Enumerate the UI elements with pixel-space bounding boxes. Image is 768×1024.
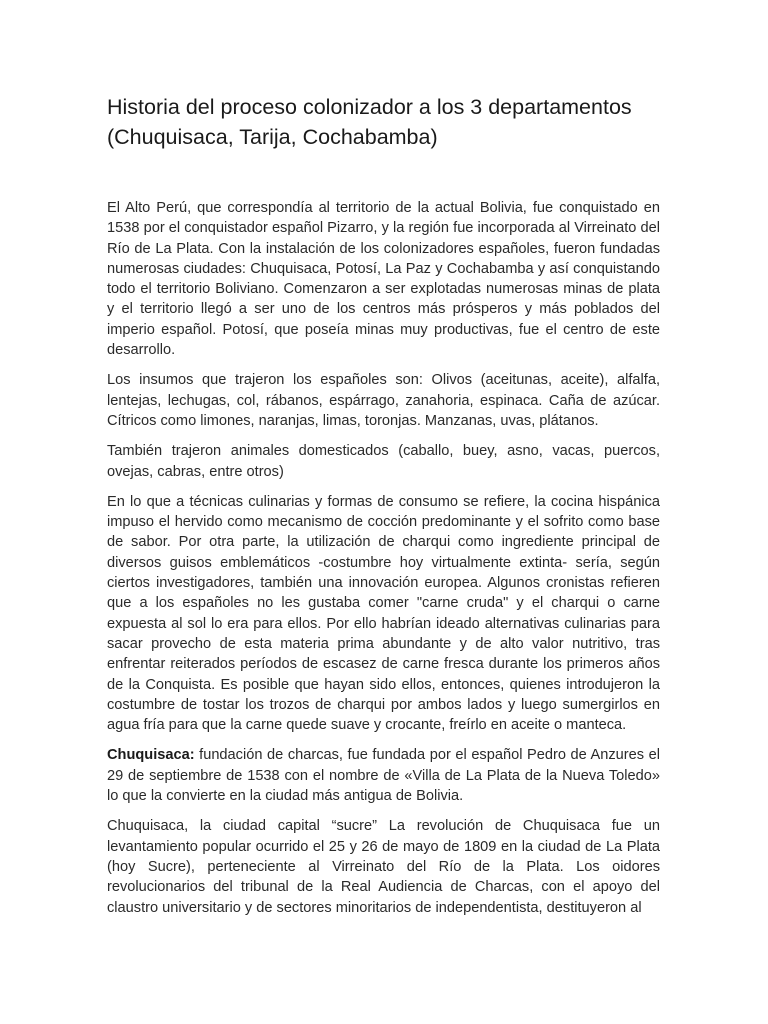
paragraph-tecnicas-culinarias: En lo que a técnicas culinarias y formas de consumo se refiere, la cocina hispánica impuso el hervido como mecanismo de cocción predominante y el sofrito como base de sabor. Por otra parte, la utilización de charqui como ingrediente principal de diversos guisos emblemáticos -costumbre hoy virtualmente extinta- sería, según ciertos investigadores, también una innovación europea. Algunos cronistas refieren que a los españoles no les gustaba comer "carne cruda" y el charqui o carne expuesta al sol lo era para ellos. Por ello habrían ideado alternativas culinarias para sacar provecho de esta materia prima abundante y de alto valor nutritivo, tras enfrentar reiterados períodos de escasez de carne fresca durante los primeros años de la Conquista. Es posible que hayan sido ellos, entonces, quienes introdujeron la costumbre de tostar los trozos de charqui por ambos lados y luego sumergirlos en agua fría para que la carne quede suave y crocante, freírlo en aceite o manteca. [107, 493, 660, 734]
document-title: Historia del proceso colonizador a los 3 departamentos (Chuquisaca, Tarija, Cochabamba) [107, 95, 632, 149]
paragraph-insumos: Los insumos que trajeron los españoles son: Olivos (aceitunas, aceite), alfalfa, lentejas, lechugas, col, rábanos, espárrago, zanahoria, espinaca. Caña de azúcar. Cítricos como limones, naranjas, limas, toronjas. Manzanas, uvas, plátanos. [107, 372, 660, 429]
chuquisaca-heading: Chuquisaca: [107, 747, 195, 764]
document-body [107, 198, 660, 928]
chuquisaca-fundacion-text: fundación de charcas, fue fundada por el español Pedro de Anzures el 29 de septiembre de 1538 con el nombre de «Villa de La Plata de la Nueva Toledo» lo que la convierte en la ciudad más antigua de Bolivia. [107, 747, 660, 805]
paragraph-alto-peru: El Alto Perú, que correspondía al territorio de la actual Bolivia, fue conquistado en 1538 por el conquistador español Pizarro, y la región fue incorporada al Virreinato del Río de La Plata. Con la instalación de los colonizadores españoles, fueron fundadas numerosas ciudades: Chuquisaca, Potosí, La Paz y Cochabamba y así conquistando todo el territorio Boliviano. Comenzaron a ser explotadas numerosas minas de plata y el territorio llegó a ser uno de los centros más prósperos y más poblados del imperio español. Potosí, que poseía minas muy productivas, fue el centro de este desarrollo. [107, 200, 660, 359]
paragraph-animales: También trajeron animales domesticados (caballo, buey, asno, vacas, puercos, ovejas, cabras, entre otros) [107, 443, 660, 480]
paragraph-chuquisaca-revolucion: Chuquisaca, la ciudad capital “sucre” La revolución de Chuquisaca fue un levantamiento popular ocurrido el 25 y 26 de mayo de 1809 en la ciudad de La Plata (hoy Sucre), perteneciente al Virreinato del Río de la Plata. Los oidores revolucionarios del tribunal de la Real Audiencia de Charcas, con el apoyo del claustro universitario y de sectores minoritarios de independentista, destituyeron al [107, 818, 660, 916]
paragraph-chuquisaca-fundacion [107, 745, 660, 806]
